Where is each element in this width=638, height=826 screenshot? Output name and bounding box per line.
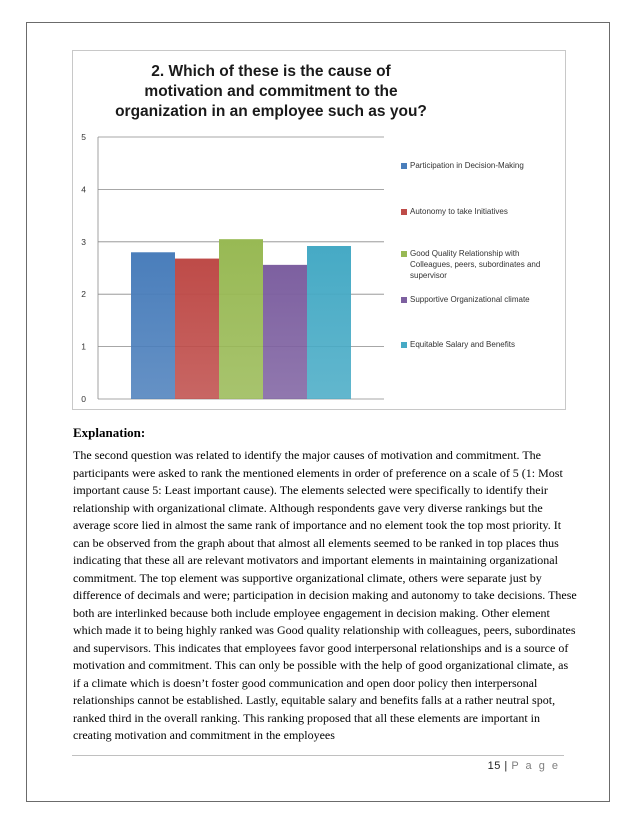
bar-1 (131, 252, 175, 399)
y-tick-label: 1 (81, 341, 86, 352)
legend-swatch (401, 251, 407, 257)
legend-swatch (401, 209, 407, 215)
legend-swatch (401, 342, 407, 348)
explanation-body (73, 447, 578, 745)
chart-title: 2. Which of these is the cause of motivation and commitment to the organization in an employee such as you? (115, 63, 427, 120)
legend-label: Equitable Salary and Benefits (410, 340, 515, 349)
page-footer (488, 760, 560, 772)
legend-item (401, 206, 561, 217)
page-label: P a g e (511, 760, 560, 772)
y-tick-label: 4 (81, 184, 86, 195)
bar-2 (175, 259, 219, 399)
y-tick-label: 2 (81, 289, 86, 300)
bar-3 (219, 239, 263, 399)
legend-label: Autonomy to take Initiatives (410, 207, 508, 216)
bar-5 (307, 246, 351, 399)
explanation-heading: Explanation: (73, 425, 146, 440)
y-tick-label: 3 (81, 236, 86, 247)
bar-4 (263, 265, 307, 399)
footer-divider (72, 755, 564, 756)
legend-label: Good Quality Relationship with Colleagues, peers, subordinates and supervisor (410, 249, 541, 280)
footer-separator: | (504, 760, 508, 772)
legend-label: Participation in Decision-Making (410, 161, 524, 170)
y-tick-label: 5 (81, 132, 86, 142)
legend-item (401, 294, 561, 305)
legend-swatch (401, 297, 407, 303)
page-number: 15 (487, 760, 501, 772)
legend-item (401, 339, 561, 350)
legend-item (401, 248, 561, 281)
y-tick-label: 0 (81, 394, 86, 404)
legend-swatch (401, 163, 407, 169)
explanation-paragraph: The second question was related to identify the major causes of motivation and commitment. The participants were asked to rank the mentioned elements in order of preference on a scale of 5 (1: Most important cause 5: Least important cause). The elements selected were specifically to identify their relationship with organizational climate. Although respondents gave very diverse rankings but the average score lied in almost the same rank of importance and no element took the top most priority. It can be observed from the graph about that almost all elements seemed to be ranked in top places thus indicating that these all are relevant motivators and important elements in maintaining organizational commitment. The top element was supportive organizational climate, others were separate just by difference of decimals and were; participation in decision making and autonomy to take decisions. These both are interlinked because both include employee engagement in decision making. Other element which made it to being highly ranked was Good quality relationship with colleagues, peers, subordinates and supervisors. This indicates that employees favor good interpersonal relationships and is a source of motivation and commitment. This can only be possible with the help of good organizational climate, as if a climate which is doesn’t foster good communication and open door policy then interpersonal relationships cannot be established. Lastly, equitable salary and benefits falls at a rather neutral spot, ranked third in the overall ranking. This ranking proposed that all these elements are important in creating motivation and commitment in the employees (73, 448, 577, 742)
legend-label: Supportive Organizational climate (410, 295, 530, 304)
legend-item (401, 160, 561, 171)
